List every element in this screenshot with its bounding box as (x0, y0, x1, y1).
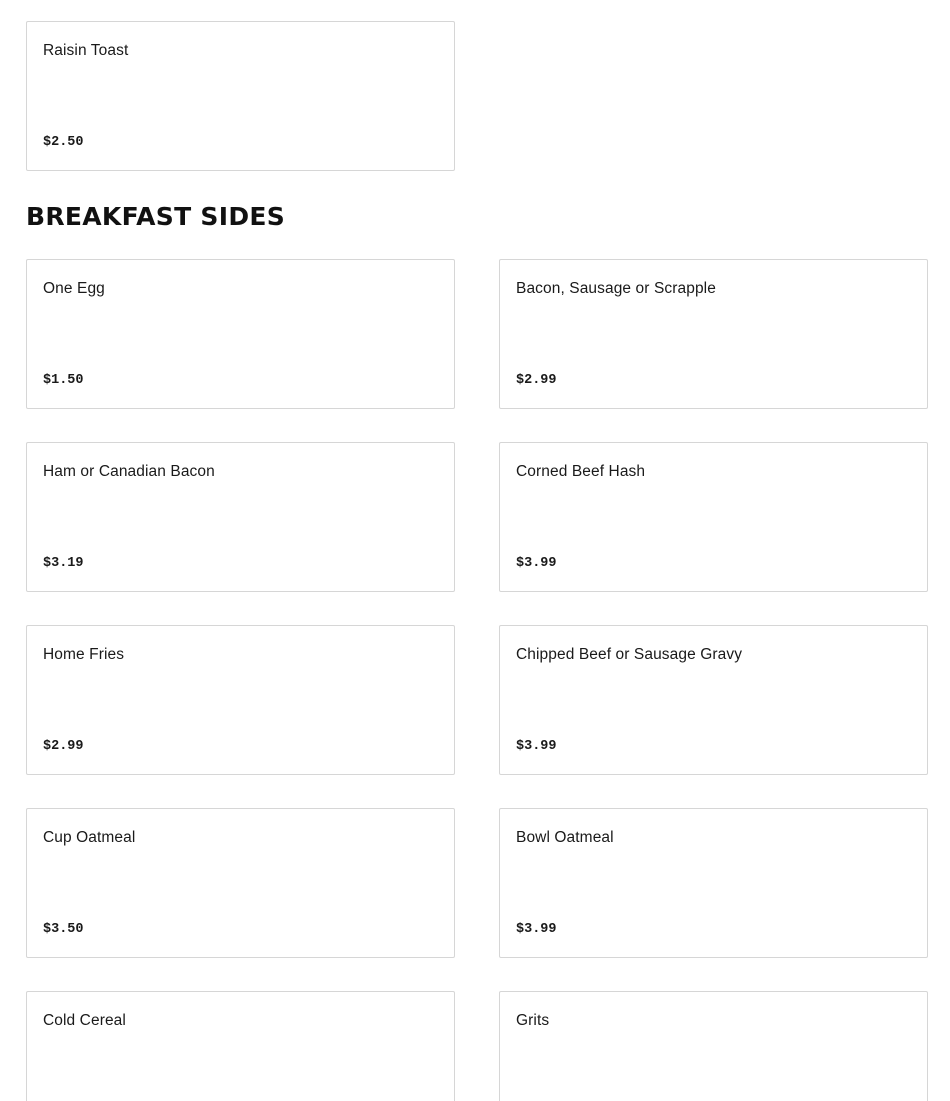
menu-item-price: $3.99 (516, 739, 557, 754)
section-title-breakfast-sides: BREAKFAST SIDES (26, 202, 286, 231)
menu-item-card[interactable] (499, 625, 928, 775)
menu-item-name: Cold Cereal (43, 1012, 126, 1029)
menu-item-name: Cup Oatmeal (43, 829, 136, 846)
menu-item-card[interactable] (499, 991, 928, 1101)
menu-item-name: Raisin Toast (43, 42, 129, 59)
menu-item-card[interactable] (26, 21, 455, 171)
menu-item-card[interactable] (26, 442, 455, 592)
breakfast-sides-grid (26, 259, 928, 1101)
menu-item-name: Ham or Canadian Bacon (43, 463, 215, 480)
menu-item-price: $2.50 (43, 135, 84, 150)
menu-item-price: $3.99 (516, 556, 557, 571)
menu-item-price: $3.99 (516, 922, 557, 937)
menu-item-price: $3.50 (43, 922, 84, 937)
menu-item-card[interactable] (26, 991, 455, 1101)
menu-items-grid-previous-section (26, 21, 928, 171)
menu-item-card[interactable] (26, 808, 455, 958)
menu-item-name: Bowl Oatmeal (516, 829, 614, 846)
menu-item-price: $1.50 (43, 373, 84, 388)
menu-item-card[interactable] (499, 259, 928, 409)
menu-item-price: $2.99 (516, 373, 557, 388)
menu-item-card[interactable] (499, 442, 928, 592)
menu-item-name: Home Fries (43, 646, 125, 663)
menu-item-name: One Egg (43, 280, 105, 297)
menu-item-price: $2.99 (43, 739, 84, 754)
menu-item-price: $3.19 (43, 556, 84, 571)
menu-item-card[interactable] (26, 259, 455, 409)
menu-item-name: Corned Beef Hash (516, 463, 646, 480)
menu-item-name: Chipped Beef or Sausage Gravy (516, 646, 743, 663)
menu-item-card[interactable] (499, 808, 928, 958)
menu-item-name: Bacon, Sausage or Scrapple (516, 280, 716, 297)
menu-item-card[interactable] (26, 625, 455, 775)
menu-item-name: Grits (516, 1012, 550, 1029)
